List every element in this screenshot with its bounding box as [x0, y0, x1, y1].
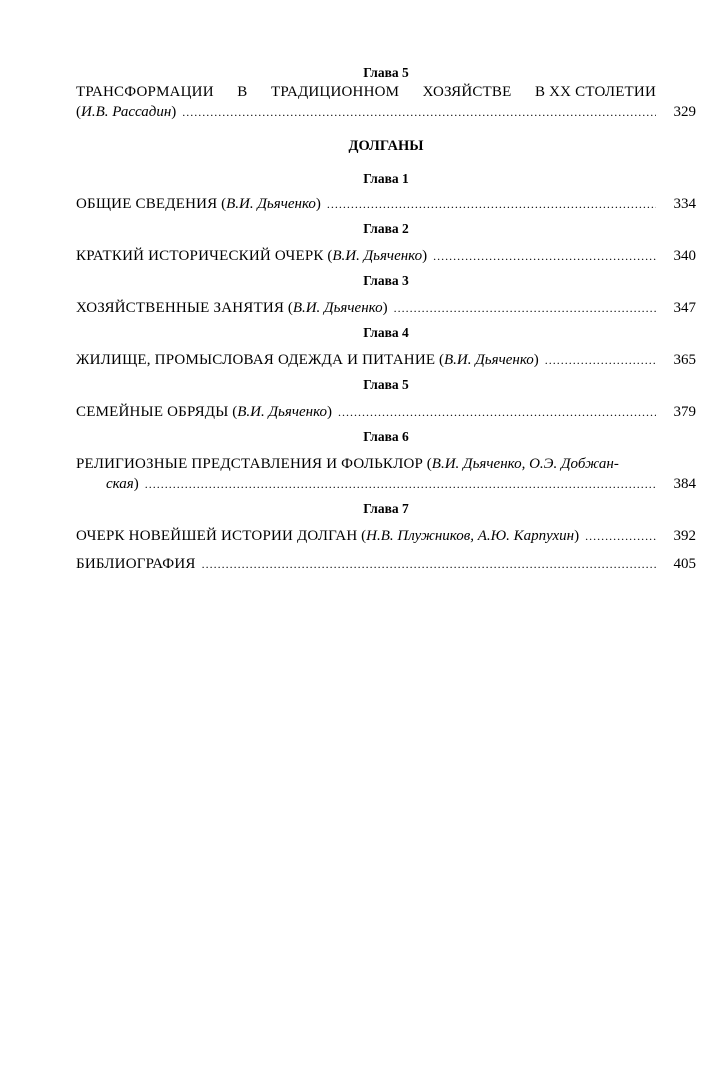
toc-entry-page: 340: [673, 248, 696, 264]
toc-entry-page: 329: [673, 104, 696, 120]
toc-entry-author: В.И. Дьяченко, О.Э. Добжан-: [431, 456, 619, 472]
toc-entry-title: БИБЛИОГРАФИЯ: [76, 556, 196, 572]
toc-entry-page: 334: [673, 196, 696, 212]
leader-dots: [433, 246, 656, 266]
chapter-heading: Глава 1: [363, 171, 409, 186]
toc-entry-page: 365: [673, 352, 696, 368]
toc-entry[interactable]: ОЧЕРК НОВЕЙШЕЙ ИСТОРИИ ДОЛГАН (Н.В. Плужников, А.Ю. Карпухин) ..... 392: [76, 526, 696, 546]
leader-dots: [182, 102, 656, 122]
toc-entry[interactable]: ЖИЛИЩЕ, ПРОМЫСЛОВАЯ ОДЕЖДА И ПИТАНИЕ (В.И. Дьяченко) ..... 365: [76, 350, 696, 370]
leader-dots: [394, 298, 656, 318]
toc-entry-title: ЖИЛИЩЕ, ПРОМЫСЛОВАЯ ОДЕЖДА И ПИТАНИЕ: [76, 352, 436, 368]
chapter-heading: Глава 3: [363, 273, 409, 288]
toc-entry-author: В.И. Дьяченко: [332, 248, 423, 264]
toc-entry[interactable]: СЕМЕЙНЫЕ ОБРЯДЫ (В.И. Дьяченко) ..... 379: [76, 402, 696, 422]
toc-entry-title-line: [76, 82, 696, 102]
leader-dots: [202, 554, 656, 574]
leader-dots: [585, 526, 656, 546]
toc-entry-author: В.И. Дьяченко: [226, 196, 316, 212]
toc-entry-author: В.И. Дьяченко: [443, 352, 534, 368]
toc-entry[interactable]: ОБЩИЕ СВЕДЕНИЯ (В.И. Дьяченко) ..... 334: [76, 194, 696, 214]
leader-dots: [327, 194, 656, 214]
toc-entry-title-line[interactable]: РЕЛИГИОЗНЫЕ ПРЕДСТАВЛЕНИЯ И ФОЛЬКЛОР (В.И. Дьяченко, О.Э. Добжан-: [76, 456, 619, 472]
leader-dots: [545, 350, 656, 370]
chapter-heading: Глава 6: [363, 429, 409, 444]
leader-dots: [338, 402, 656, 422]
toc-entry-author: И.В. Рассадин: [81, 104, 172, 120]
toc-entry-author: В.И. Дьяченко: [237, 404, 328, 420]
toc-entry[interactable]: (И.В. Рассадин) ..... 329: [76, 102, 696, 122]
chapter-heading: Глава 7: [363, 501, 409, 516]
toc-entry-page: 379: [673, 404, 696, 420]
toc-entry-title: ХОЗЯЙСТВЕННЫЕ ЗАНЯТИЯ: [76, 300, 285, 316]
section-heading: ДОЛГАНЫ: [348, 138, 424, 154]
toc-entry[interactable]: ХОЗЯЙСТВЕННЫЕ ЗАНЯТИЯ (В.И. Дьяченко) ..... 347: [76, 298, 696, 318]
leader-dots: [145, 474, 656, 494]
toc-entry-title: ОЧЕРК НОВЕЙШЕЙ ИСТОРИИ ДОЛГАН: [76, 528, 358, 544]
chapter-heading: Глава 4: [363, 325, 409, 340]
toc-entry[interactable]: КРАТКИЙ ИСТОРИЧЕСКИЙ ОЧЕРК (В.И. Дьяченко) ..... 340: [76, 246, 696, 266]
toc-entry-title: ОБЩИЕ СВЕДЕНИЯ: [76, 196, 218, 212]
toc-entry-title: СЕМЕЙНЫЕ ОБРЯДЫ: [76, 404, 229, 420]
toc-entry-page: 405: [673, 556, 696, 572]
toc-entry-page: 347: [673, 300, 696, 316]
toc-entry-author: Н.В. Плужников, А.Ю. Карпухин: [366, 528, 575, 544]
toc-entry-title: ТРАНСФОРМАЦИИ В ТРАДИЦИОННОМ ХОЗЯЙСТВЕ В XX СТОЛЕТИИ: [76, 84, 656, 100]
chapter-heading: Глава 5: [363, 377, 409, 392]
toc-entry-page: 384: [673, 476, 696, 492]
toc-entry[interactable]: [76, 554, 696, 574]
toc-entry[interactable]: ская) ..... 384: [76, 474, 696, 494]
toc-entry-title: КРАТКИЙ ИСТОРИЧЕСКИЙ ОЧЕРК: [76, 248, 324, 264]
table-of-contents: [76, 64, 696, 574]
toc-entry-author-cont: ская: [106, 476, 134, 492]
chapter-heading: Глава 5: [363, 65, 409, 80]
toc-entry-title: РЕЛИГИОЗНЫЕ ПРЕДСТАВЛЕНИЯ И ФОЛЬКЛОР: [76, 456, 424, 472]
toc-entry-page: 392: [673, 528, 696, 544]
toc-entry-author: В.И. Дьяченко: [292, 300, 383, 316]
chapter-heading: Глава 2: [363, 221, 409, 236]
